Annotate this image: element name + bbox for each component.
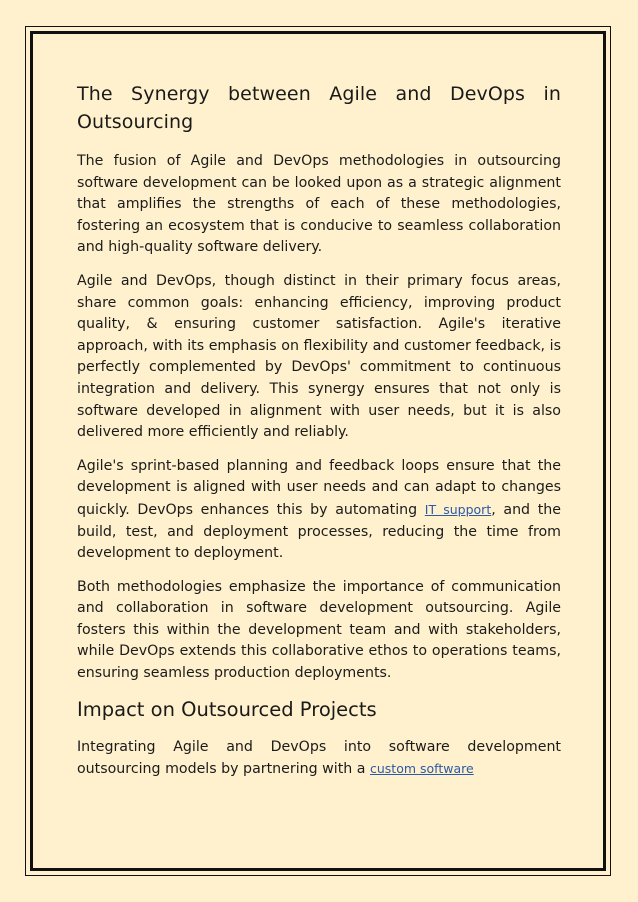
it-support-link[interactable]: IT support [424, 501, 492, 517]
paragraph-integrating [77, 737, 561, 781]
paragraph-common-goals: Agile and DevOps, though distinct in their primary focus areas, share common goals: enhancing efficiency, improving product quality, & ensuring customer satisfaction. Agile's iterative approach, with its emphasis on flexibility and customer feedback, is perfectly complemented by DevOps' commitment to continuous integration and delivery. This synergy ensures that not only is software developed in alignment with user needs, but it is also delivered more efficiently and reliably. [77, 272, 561, 441]
paragraph-fusion: The fusion of Agile and DevOps methodologies in outsourcing software development can be looked upon as a strategic alignment that amplifies the strengths of each of these methodologies, fostering an ecosystem that is conducive to seamless collaboration and high-quality software delivery. [77, 153, 561, 256]
paragraph-sprint-text-after: , and the build, test, and deployment processes, reducing the time from development to deployment. [77, 501, 561, 562]
paragraph-sprint-text-before: Agile's sprint-based planning and feedback loops ensure that the development is aligned with user needs and can adapt to changes quickly. DevOps enhances this by automating [77, 457, 561, 518]
paragraph-integrating-text: Integrating Agile and DevOps into software development outsourcing models by partnering with a [77, 738, 561, 778]
paragraph-sprint-planning [77, 456, 561, 565]
article-body [77, 80, 561, 781]
paragraph-communication: Both methodologies emphasize the importance of communication and collaboration in software development outsourcing. Agile fosters this within the development team and with stakeholders, while DevOps extends this collaborative ethos to operations teams, ensuring seamless production deployments. [77, 578, 561, 682]
section-heading-synergy: The Synergy between Agile and DevOps in Outsourcing [77, 83, 561, 133]
section-heading-impact: Impact on Outsourced Projects [77, 697, 377, 721]
custom-software-link[interactable]: custom software [369, 761, 474, 777]
